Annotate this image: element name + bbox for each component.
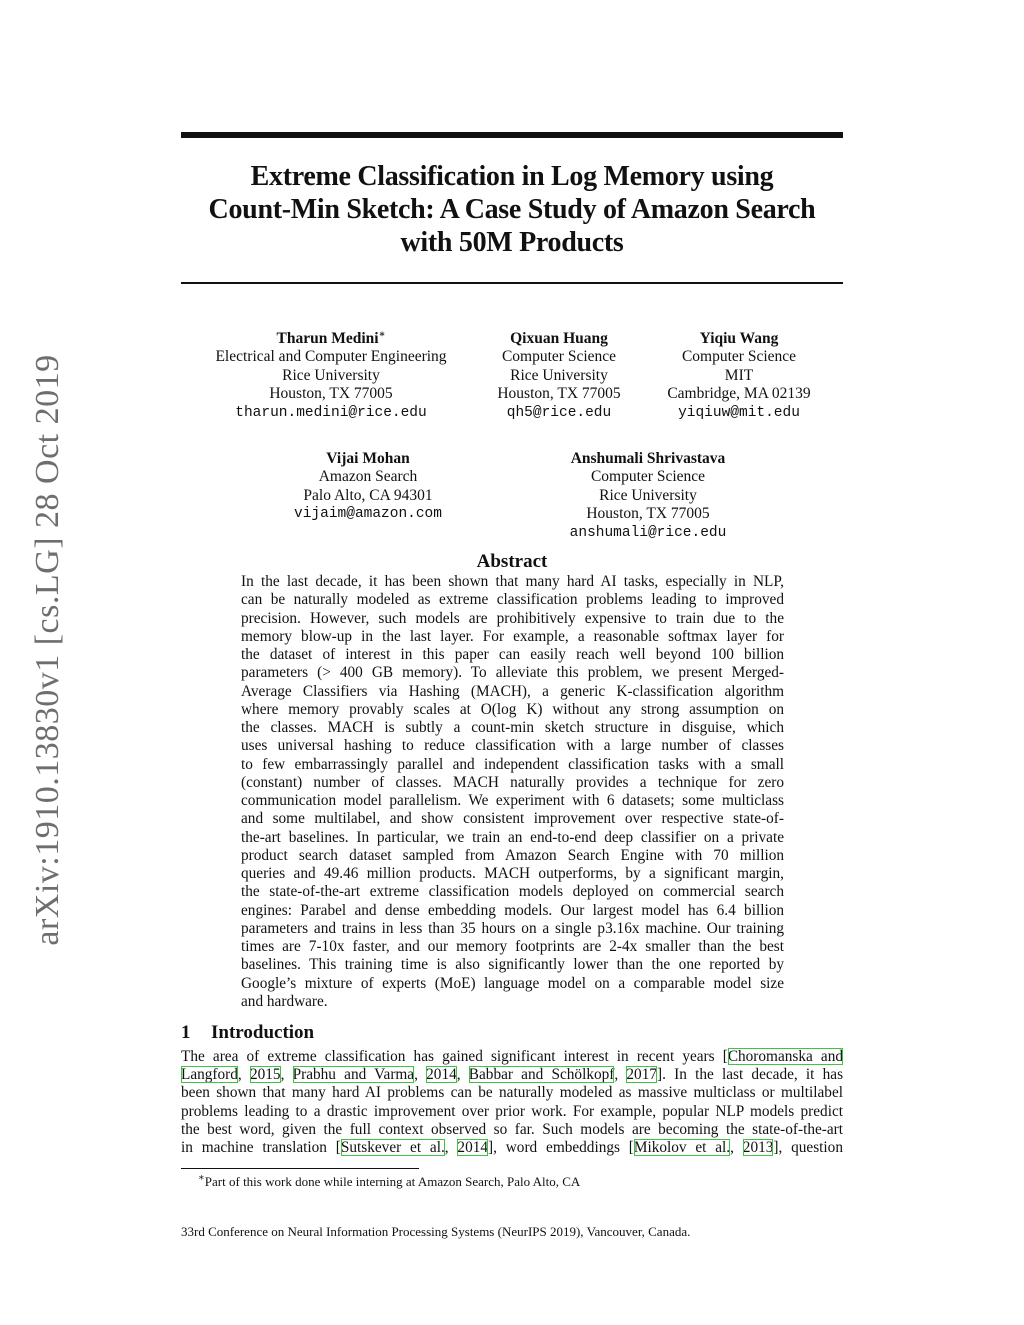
footnote-text: Part of this work done while interning at Amazon Search, Palo Alto, CA (204, 1174, 581, 1189)
abstract-line: communication model parallelism. We experiment with 6 datasets; some multiclass (241, 792, 784, 809)
abstract-line: Google’s mixture of experts (MoE) language model on a comparable model size (241, 974, 784, 992)
citation-link[interactable]: 2017 (626, 1066, 657, 1084)
abstract-body (241, 573, 784, 1011)
citation-link[interactable]: Sutskever et al. (340, 1138, 445, 1156)
abstract-line: Average Classifiers via Hashing (MACH), a generic K-classification algorithm (241, 682, 784, 700)
section-heading (181, 1022, 314, 1044)
abstract-line: memory blow-up in the last layer. For example, a reasonable softmax layer for (241, 627, 784, 645)
intro-line: The area of extreme classification has gained significant interest in recent years [Choromanska and (181, 1048, 843, 1065)
abstract-line: baselines. This training time is also significantly lower than the one reported by (241, 956, 784, 974)
citation-link[interactable]: 2014 (457, 1138, 489, 1156)
intro-line: in machine translation [Sutskever et al., 2014], word embeddings [Mikolov et al., 2013], question (181, 1138, 843, 1156)
abstract-line: uses universal hashing to reduce classification with a large number of classes (241, 737, 784, 755)
abstract-line: (constant) number of classes. MACH naturally provides a technique for zero (241, 773, 784, 791)
author-name: Anshumali Shrivastava (570, 450, 726, 467)
abstract-line: the state-of-the-art extreme classification models deployed on commercial search (241, 883, 784, 901)
citation-link[interactable]: 2015 (249, 1066, 281, 1084)
author-name: Qixuan Huang (510, 330, 608, 347)
abstract-line: product search dataset sampled from Amazon Search Engine with 70 million (241, 846, 784, 864)
author-block (480, 330, 638, 422)
arxiv-id: arXiv:1910.13830v1 [cs.LG] 28 Oct 2019 (29, 354, 66, 946)
title-line: Extreme Classification in Log Memory using (250, 161, 774, 192)
abstract-line: queries and 49.46 million products. MACH outperforms, by a significant margin, (241, 865, 784, 882)
citation-link[interactable]: 2014 (426, 1066, 457, 1084)
abstract-line: precision. However, such models are prohibitively expensive to train due to the (241, 609, 784, 627)
author-location: Cambridge, MA 02139 (667, 385, 811, 403)
intro-line: Langford, 2015, Prabhu and Varma, 2014, Babbar and Schölkopf, 2017]. In the last decade, it has (181, 1066, 844, 1084)
abstract-line: In the last decade, it has been shown that many hard AI tasks, especially in NLP, (241, 573, 784, 590)
paper-title (181, 160, 843, 259)
author-name: Yiqiu Wang (699, 330, 779, 347)
author-name: Tharun Medini (276, 330, 379, 347)
author-email[interactable]: tharun.medini@rice.edu (235, 404, 427, 421)
author-org: Rice University (599, 486, 697, 504)
intro-line: problems leading to a drastic improvement over prior work. For example, popular NLP models predict (181, 1102, 843, 1120)
abstract-line: the dataset of interest in this paper can easily reach well beyond 100 billion (241, 646, 784, 663)
author-email[interactable]: yiqiuw@mit.edu (678, 404, 800, 421)
author-dept: Computer Science (681, 348, 797, 366)
abstract-line: engines: Parabel and dense embedding models. Our largest model has 6.4 billion (241, 901, 784, 919)
abstract-line: where memory provably scales at O(log K) without any strong assumption on (241, 700, 784, 718)
venue-note: 33rd Conference on Neural Information Processing Systems (NeurIPS 2019), Vancouver, Canada. (181, 1224, 691, 1239)
abstract-line: and hardware. (241, 992, 328, 1010)
author-org: Rice University (282, 366, 380, 384)
section-title: Introduction (211, 1022, 315, 1043)
title-line: Count-Min Sketch: A Case Study of Amazon Search (208, 194, 816, 225)
author-block (650, 330, 828, 422)
author-footnote-mark: ∗ (378, 328, 386, 340)
author-location: Houston, TX 77005 (269, 385, 393, 403)
abstract-line: parameters and trains in less than 35 hours on a single p3.16x machine. Our training (241, 919, 784, 937)
abstract-line: parameters (> 400 GB memory). To alleviate this problem, we present Merged- (241, 664, 784, 682)
intro-body (181, 1048, 843, 1157)
abstract-line: the-art baselines. In particular, we train an end-to-end deep classifier on a private (241, 828, 784, 846)
author-org: Rice University (510, 366, 608, 384)
author-block (548, 450, 748, 542)
author-name: Vijai Mohan (326, 450, 410, 467)
abstract-line: times are 7-10x faster, and our memory footprints are 2-4x smaller than the best (241, 938, 784, 955)
footnote-mark: ∗ (198, 1172, 205, 1184)
author-dept: Computer Science (590, 468, 706, 486)
intro-line: been shown that many hard AI problems can be naturally modeled as massive multiclass or multilabel (181, 1084, 843, 1102)
abstract-line: to few embarrassingly parallel and independent classification tasks with a small (241, 755, 784, 773)
author-email[interactable]: qh5@rice.edu (506, 404, 612, 421)
author-org: Palo Alto, CA 94301 (303, 486, 433, 504)
citation-link[interactable]: 2013 (742, 1138, 774, 1156)
abstract-heading: Abstract (476, 551, 548, 572)
citation-link[interactable]: Babbar and Schölkopf (468, 1066, 615, 1084)
author-email[interactable]: vijaim@amazon.com (294, 506, 442, 523)
author-org: MIT (724, 366, 754, 384)
author-email[interactable]: anshumali@rice.edu (569, 524, 727, 541)
abstract-line: can be naturally modeled as extreme classification problems leading to improved (241, 591, 784, 609)
author-dept: Computer Science (501, 348, 617, 366)
author-dept: Amazon Search (318, 468, 418, 486)
author-block (268, 450, 468, 524)
author-location: Houston, TX 77005 (497, 385, 621, 403)
title-line: with 50M Products (400, 227, 624, 258)
abstract-line: the classes. MACH is subtly a count-min sketch structure in disguise, which (241, 719, 784, 736)
footnote-rule (181, 1168, 419, 1169)
abstract-line: and some multilabel, and show consistent improvement over respective state-of- (241, 810, 784, 828)
author-block (181, 330, 481, 422)
title-bottom-rule (181, 282, 843, 284)
author-location: Houston, TX 77005 (586, 505, 710, 523)
title-top-rule (181, 132, 843, 138)
arxiv-stamp (18, 355, 78, 945)
citation-link[interactable]: Prabhu and Varma (292, 1066, 415, 1084)
footnote (198, 1174, 580, 1190)
intro-line: the best word, given the full context observed so far. Such models are becoming the state-of-the-art (181, 1120, 843, 1138)
section-number: 1 (181, 1022, 191, 1043)
author-dept: Electrical and Computer Engineering (215, 348, 447, 366)
citation-link[interactable]: Choromanska and (727, 1048, 843, 1065)
citation-link[interactable]: Langford (181, 1066, 238, 1084)
citation-link[interactable]: Mikolov et al. (633, 1138, 731, 1156)
